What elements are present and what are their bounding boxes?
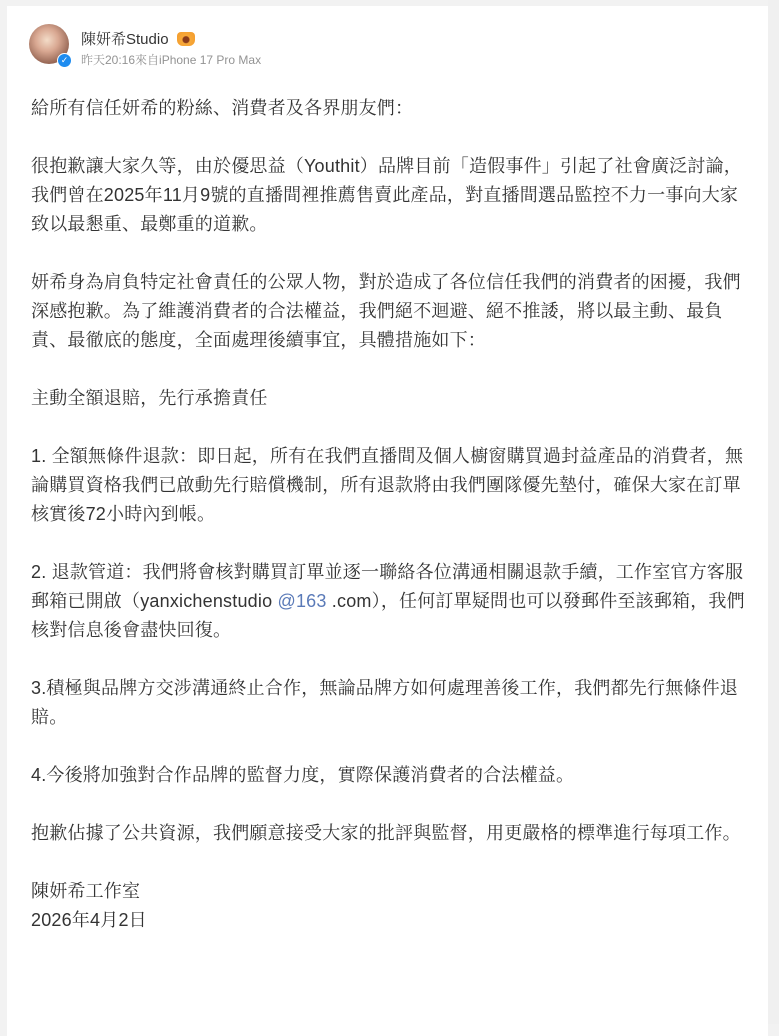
page-scroll-edge <box>768 0 779 1024</box>
measure-item-2-text-end: .com），任何訂單疑問也可以發郵件至該郵箱，我們核對信息後會盡快回復。 <box>31 591 745 640</box>
measure-item-3: 3.積極與品牌方交涉溝通終止合作，無論品牌方如何處理善後工作，我們都先行無條件退賠。 <box>31 678 739 727</box>
signature: 陳妍希工作室 <box>31 881 141 901</box>
greeting: 給所有信任妍希的粉絲、消費者及各界朋友們： <box>31 98 414 118</box>
verified-check-icon: ✓ <box>57 53 72 68</box>
measure-item-4: 4.今後將加強對合作品牌的監督力度，實際保護消費者的合法權益。 <box>31 765 575 785</box>
post-timestamp-source[interactable]: 昨天20:16來自iPhone 17 Pro Max <box>81 53 262 67</box>
measure-item-2-text: 2. 退款管道：我們將會核對購買訂單並逐一聯絡各位溝通相關退款手續，工作室官方客服郵箱已開啟（yanxichenstudio <box>31 562 744 611</box>
section-title: 主動全額退賠，先行承擔責任 <box>31 388 268 408</box>
author-name[interactable]: 陳妍希Studio <box>81 31 169 48</box>
closing-paragraph: 抱歉佔據了公共資源，我們願意接受大家的批評與監督，用更嚴格的標準進行每項工作。 <box>31 823 741 843</box>
paragraph-responsibility: 妍希身為肩負特定社會責任的公眾人物，對於造成了各位信任我們的消費者的困擾，我們深感抱歉。為了維護消費者的合法權益，我們絕不迴避、絕不推諉，將以最主動、最負責、最徹底的態度，全面處理後續事宜，具體措施如下： <box>31 272 741 350</box>
mention-link[interactable]: @163 <box>277 591 327 611</box>
measure-item-2 <box>31 558 751 645</box>
author-row <box>81 28 195 49</box>
measure-item-1: 1. 全額無條件退款：即日起，所有在我們直播間及個人櫥窗購買過封益產品的消費者，無論購買資格我們已啟動先行賠償機制，所有退款將由我們團隊優先墊付，確保大家在訂單核實後72小時內到帳。 <box>31 446 744 524</box>
post-content <box>31 94 751 935</box>
date: 2026年4月2日 <box>31 910 147 930</box>
crown-icon[interactable] <box>177 32 195 46</box>
paragraph-apology: 很抱歉讓大家久等，由於優思益（Youthit）品牌目前「造假事件」引起了社會廣泛討論，我們曾在2025年11月9號的直播間裡推薦售賣此產品，對直播間選品監控不力一事向大家致以最懇重、最鄭重的道歉。 <box>31 156 742 234</box>
post-card <box>7 6 768 1036</box>
